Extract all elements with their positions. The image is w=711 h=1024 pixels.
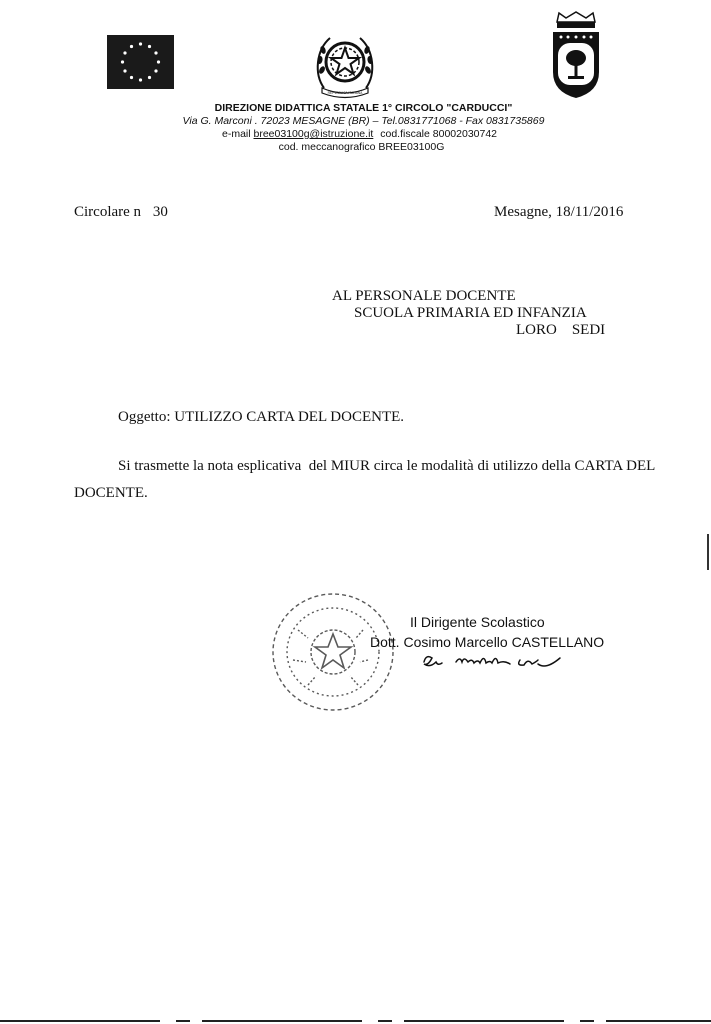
scan-margin-mark (707, 534, 709, 570)
fiscal-code: cod.fiscale 80002030742 (380, 128, 498, 140)
emblem-scroll-text: REPVBBLICA ITALIANA (327, 91, 363, 95)
recipient-line-2: SCUOLA PRIMARIA ED INFANZIA (354, 305, 587, 321)
contact-line (4, 128, 711, 140)
bottom-edge-line (0, 1020, 711, 1022)
recipient-line-3: LORO SEDI (516, 322, 606, 338)
signature-name: Dott. Cosimo Marcello CASTELLANO (370, 634, 605, 650)
signature-role: Il Dirigente Scolastico (410, 614, 545, 630)
body-line-2: DOCENTE. (74, 485, 148, 501)
circular-label: Circolare n (74, 204, 142, 220)
handwritten-signature-text: Co. Marcello Ca. (420, 676, 427, 677)
mechanographic-code: cod. meccanografico BREE03100G (278, 141, 445, 153)
handwritten-signature (420, 650, 570, 678)
school-title: DIREZIONE DIDATTICA STATALE 1° CIRCOLO "CARDUCCI" (214, 102, 513, 114)
body-line-1: Si trasmette la nota esplicativa del MIUR circa le modalità di utilizzo della CARTA DEL (118, 458, 656, 474)
official-stamp (268, 590, 398, 715)
circular-number-line (74, 204, 168, 221)
email-link[interactable]: bree03100g@istruzione.it (253, 128, 374, 140)
italian-republic-emblem (312, 30, 378, 100)
school-address: Via G. Marconi . 72023 MESAGNE (BR) – Tel.0831771068 - Fax 0831735869 (182, 115, 545, 127)
place-date: Mesagne, 18/11/2016 (494, 204, 624, 220)
email-prefix: e-mail (221, 128, 254, 140)
circular-number: 30 (152, 204, 168, 220)
regional-crest (551, 10, 601, 102)
subject-line: Oggetto: UTILIZZO CARTA DEL DOCENTE. (118, 409, 405, 425)
recipient-line-1: AL PERSONALE DOCENTE (332, 288, 516, 304)
eu-flag-logo (107, 35, 174, 89)
